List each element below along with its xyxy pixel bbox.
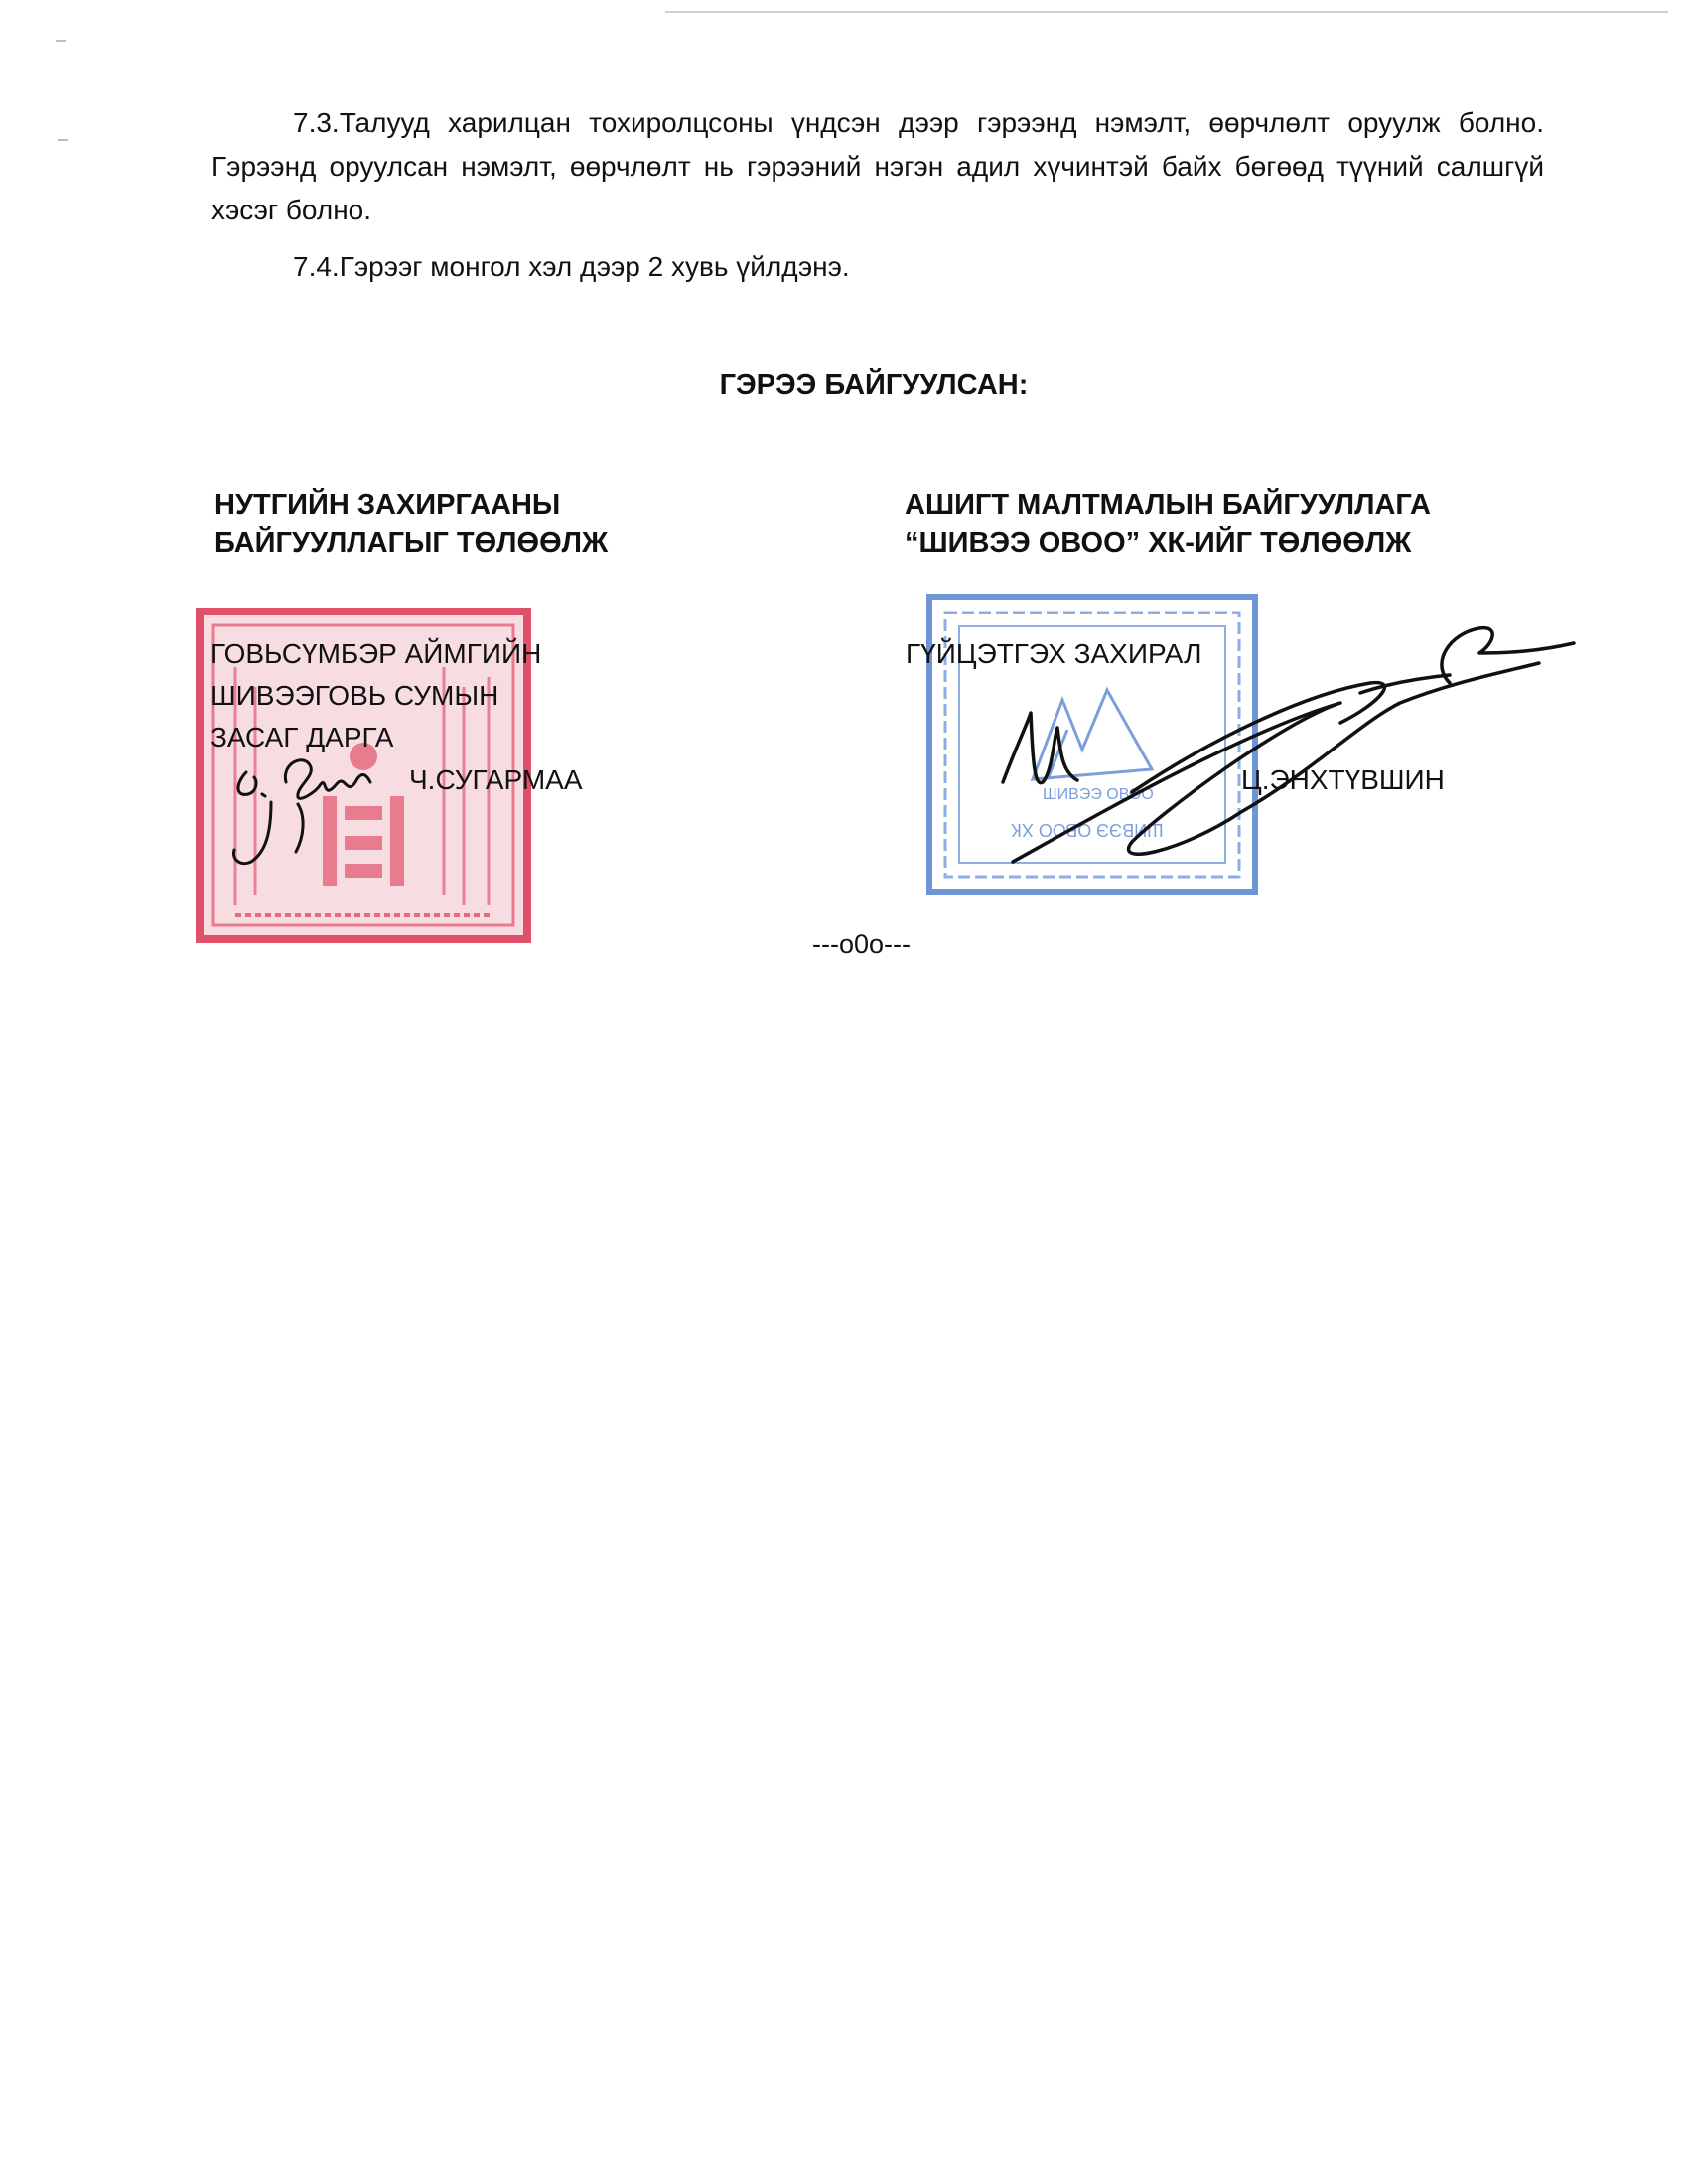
scan-edge-line bbox=[665, 11, 1668, 13]
clause-7-4: 7.4.Гэрээг монгол хэл дээр 2 хувь үйлдэнэ. bbox=[293, 251, 850, 282]
right-signatory-name: Ц.ЭНХТҮВШИН bbox=[1241, 764, 1445, 795]
left-role-line2: ШИВЭЭГОВЬ СУМЫН bbox=[211, 680, 499, 711]
right-role-line1: ГҮЙЦЭТГЭХ ЗАХИРАЛ bbox=[906, 638, 1202, 669]
right-party-title-line2: “ШИВЭЭ ОВОО” ХК-ИЙГ ТӨЛӨӨЛЖ bbox=[905, 527, 1412, 559]
signatures-heading: ГЭРЭЭ БАЙГУУЛСАН: bbox=[719, 369, 1029, 401]
document-end-mark: ---o0o--- bbox=[812, 929, 911, 959]
left-signatory-role bbox=[211, 633, 541, 758]
scan-mark bbox=[58, 139, 68, 141]
left-party-title-line1: НУТГИЙН ЗАХИРГААНЫ bbox=[214, 489, 561, 521]
left-role-line3: ЗАСАГ ДАРГА bbox=[211, 722, 394, 752]
scan-mark bbox=[56, 40, 66, 42]
right-signatory-role bbox=[906, 633, 1201, 675]
right-party-title-line1: АШИГТ МАЛТМАЛЫН БАЙГУУЛЛАГА bbox=[905, 489, 1431, 521]
left-role-line1: ГОВЬСҮМБЭР АЙМГИЙН bbox=[211, 638, 542, 669]
left-signatory-name: Ч.СУГАРМАА bbox=[409, 764, 583, 795]
left-party-title-line2: БАЙГУУЛЛАГЫГ ТӨЛӨӨЛЖ bbox=[214, 527, 609, 559]
blue-seal-text: ШИВЭЭ ОВОО ХК bbox=[1011, 820, 1164, 840]
right-party-title bbox=[905, 486, 1431, 562]
clause-7-3: 7.3.Талууд харилцан тохиролцсоны үндсэн дээр гэрээнд нэмэлт, өөрчлөлт оруулж болно. Гэрээнд оруулсан нэмэлт, өөрчлөлт нь гэрээний нэгэн адил хүчинтэй байх бөгөөд түүний салшгүй хэсэг болно. bbox=[211, 107, 1544, 225]
svg-text:ШИВЭЭ ОВОО: ШИВЭЭ ОВОО bbox=[1043, 786, 1154, 803]
left-party-title bbox=[214, 486, 608, 562]
